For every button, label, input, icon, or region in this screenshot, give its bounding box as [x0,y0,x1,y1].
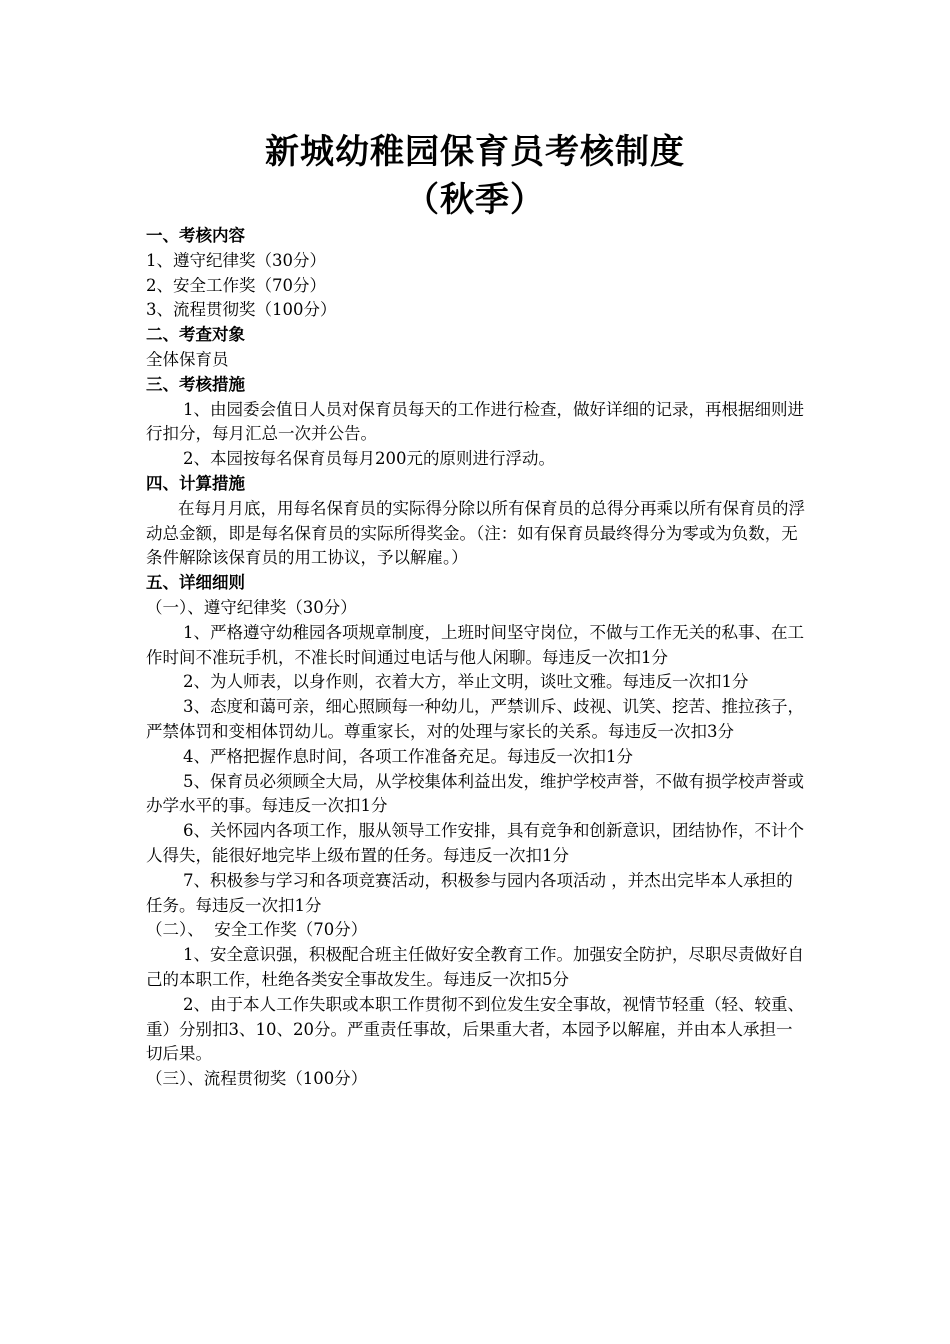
paragraph: 1、由园委会值日人员对保育员每天的工作进行检查，做好详细的记录，再根据细则进行扣分，每月汇总一次并公告。 [146,399,804,444]
list-item: 3、流程贯彻奖（100分） [146,300,337,320]
list-item: 2、安全工作奖（70分） [146,275,326,295]
list-item: 5、保育员必须顾全大局，从学校集体利益出发，维护学校声誉，不做有损学校声誉或办学水平的事。每违反一次扣1分 [146,771,804,816]
list-item: 1、遵守纪律奖（30分） [146,250,326,270]
document-title: 新城幼稚园保育员考核制度 [265,132,685,172]
paragraph: 在每月月底，用每名保育员的实际得分除以所有保育员的总得分再乘以所有保育员的浮动总金额，即是每名保育员的实际所得奖金。（注：如有保育员最终得分为零或为负数，无条件解除该保育员的用工协议，予以解雇。） [146,498,805,568]
section-heading-1: 一、考核内容 [146,226,245,245]
section-heading-2: 二、考查对象 [146,325,245,345]
document-subtitle: （秋季） [405,180,545,220]
subsection-heading: （二）、 安全工作奖（70分） [146,920,368,940]
section-heading-3: 三、考核措施 [146,374,245,394]
paragraph: 2、本园按每名保育员每月200元的原则进行浮动。 [183,449,555,469]
list-item: 7、积极参与学习和各项竞赛活动，积极参与园内各项活动 ，并杰出完毕本人承担的任务。每违反一次扣1分 [146,870,793,915]
list-item: 3、态度和蔼可亲，细心照顾每一种幼儿，严禁训斥、歧视、讥笑、挖苦、推拉孩子，严禁体罚和变相体罚幼儿。尊重家长，对的处理与家长的关系。每违反一次扣3分 [146,697,804,741]
list-item: 6、关怀园内各项工作，服从领导工作安排，具有竞争和创新意识，团结协作，不计个人得失，能很好地完毕上级布置的任务。每违反一次扣1分 [146,821,804,865]
list-item: 2、由于本人工作失职或本职工作贯彻不到位发生安全事故，视情节轻重（轻、较重、重）分别扣3、10、20分。严重责任事故，后果重大者，本园予以解雇，并由本人承担一切后果。 [146,994,804,1064]
list-item: 1、安全意识强，积极配合班主任做好安全教育工作。加强安全防护，尽职尽责做好自己的本职工作，杜绝各类安全事故发生。每违反一次扣5分 [146,945,804,989]
list-item: 1、严格遵守幼稚园各项规章制度，上班时间坚守岗位，不做与工作无关的私事、在工作时间不准玩手机，不准长时间通过电话与他人闲聊。每违反一次扣1分 [146,622,804,667]
section-heading-4: 四、计算措施 [146,473,245,493]
paragraph: 全体保育员 [146,349,229,369]
list-item: 2、为人师表，以身作则，衣着大方，举止文明，谈吐文雅。每违反一次扣1分 [183,672,749,692]
subsection-heading: （三）、流程贯彻奖（100分） [146,1069,368,1089]
list-item: 4、严格把握作息时间，各项工作准备充足。每违反一次扣1分 [183,746,633,766]
subsection-heading: （一）、遵守纪律奖（30分） [146,597,357,617]
document-body [146,224,808,1092]
section-heading-5: 五、详细细则 [146,573,245,593]
